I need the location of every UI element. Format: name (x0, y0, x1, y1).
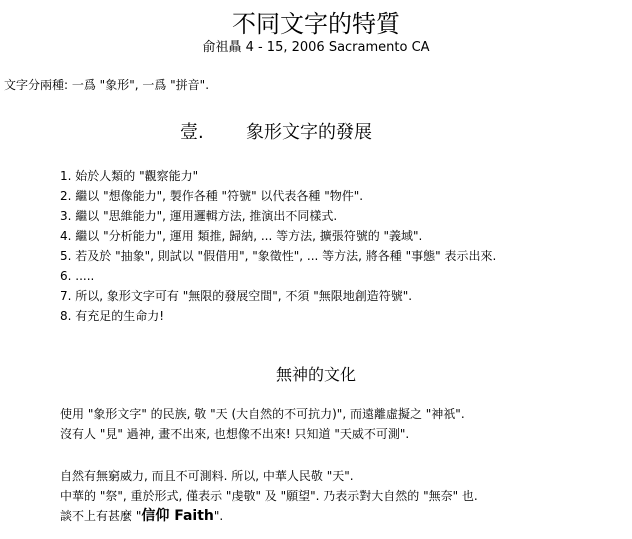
subheading: 無神的文化 (275, 365, 356, 384)
list-item: 8. 有充足的生命力! (60, 309, 165, 323)
list-item: 1. 始於人類的 "觀察能力" (60, 169, 199, 183)
numbered-list (60, 166, 496, 326)
list-item: 2. 繼以 "想像能力", 製作各種 "符號" 以代表各種 "物件". (60, 189, 364, 203)
paragraph-line: 自然有無窮威力, 而且不可測料. 所以, 中華人民敬 "天". (60, 469, 354, 483)
paragraph-line: 沒有人 "見" 過神, 畫不出來, 也想像不出來! 只知道 "天威不可測". (60, 427, 410, 441)
paragraph-line: 使用 "象形文字" 的民族, 敬 "天 (大自然的不可抗力)", 而遠離虛擬之 "神祇". (60, 407, 465, 421)
closing-line (60, 506, 478, 526)
list-item: 6. ..... (60, 269, 95, 283)
paragraph (60, 466, 478, 526)
section-number: 壹. (180, 122, 204, 143)
document-title: 不同文字的特質 (232, 10, 400, 38)
intro-line: 文字分兩種: 一爲 "象形", 一爲 "拼音". (4, 78, 210, 92)
list-item: 7. 所以, 象形文字可有 "無限的發展空間", 不須 "無限地創造符號". (60, 289, 413, 303)
section-heading (180, 118, 372, 144)
paragraph-line: 中華的 "祭", 重於形式, 僅表示 "虔敬" 及 "願望". 乃表示對大自然的 "無奈" 也. (60, 489, 478, 503)
list-item: 4. 繼以 "分析能力", 運用 類推, 歸納, ... 等方法, 擴張符號的 "義域". (60, 229, 423, 243)
paragraph (60, 404, 465, 444)
list-item: 3. 繼以 "思維能力", 運用邏輯方法, 推演出不同樣式. (60, 209, 338, 223)
closing-text-end: ". (213, 509, 224, 523)
section-title: 象形文字的發展 (246, 122, 372, 143)
closing-text: 談不上有甚麼 " (60, 509, 142, 523)
list-item: 5. 若及於 "抽象", 則試以 "假借用", "象徵性", ... 等方法, 將各種 "事態" 表示出來. (60, 249, 497, 263)
author-byline: 俞祖贔 4 - 15, 2006 Sacramento CA (202, 40, 430, 55)
faith-emphasis: 信仰 Faith (141, 508, 214, 524)
